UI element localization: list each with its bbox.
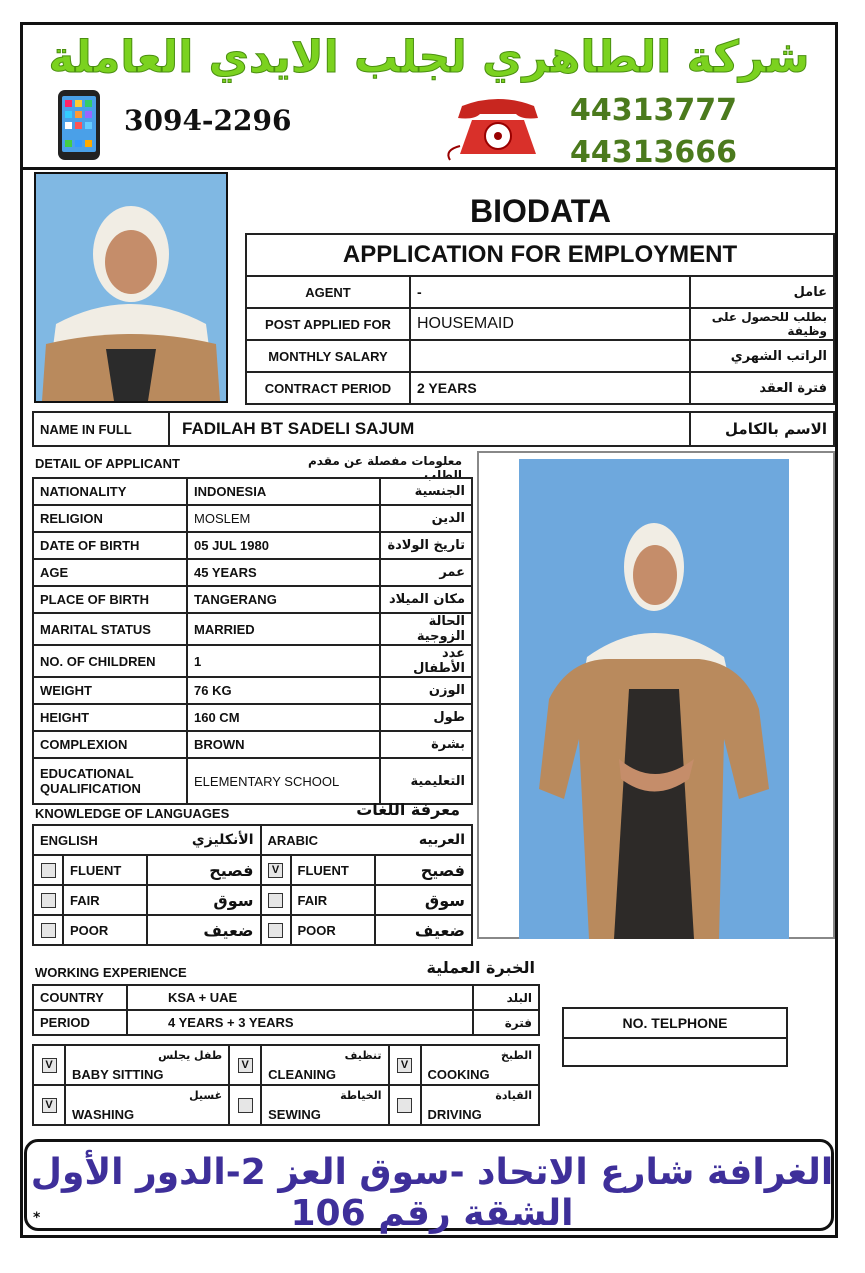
languages-heading-ar: معرفة اللغات xyxy=(356,800,460,819)
english-label-ar: الأنكليزي xyxy=(147,825,261,855)
skill-label-ar: طفل يجلس xyxy=(65,1045,229,1065)
experience-table xyxy=(32,984,540,1036)
level-label: POOR xyxy=(63,915,147,945)
table-row xyxy=(33,677,472,704)
table-row xyxy=(33,532,472,559)
row-label: COMPLEXION xyxy=(33,731,187,758)
skill-label: CLEANING xyxy=(261,1065,388,1085)
row-value: KSA + UAE xyxy=(127,985,473,1010)
skill-label: WASHING xyxy=(65,1105,229,1125)
row-label-ar: عدد الأطفال xyxy=(380,645,472,677)
row-label-ar: الراتب الشهري xyxy=(690,340,834,372)
level-label-ar: ضعيف xyxy=(375,915,473,945)
level-label-ar: سوق xyxy=(375,885,473,915)
detail-heading-ar: معلومات مفصلة عن مقدم الطلب xyxy=(307,454,462,482)
landline-numbers xyxy=(570,90,737,174)
landline-1: 44313777 xyxy=(570,93,737,128)
skill-label-ar: القيادة xyxy=(421,1085,539,1105)
row-value: BROWN xyxy=(187,731,380,758)
arabic-fluent-checkbox[interactable]: V xyxy=(268,863,283,878)
company-name: شركة الطاهري لجلب الايدي العاملة xyxy=(48,32,810,83)
skill-label: BABY SITTING xyxy=(65,1065,229,1085)
skill-label-ar: الخياطة xyxy=(261,1085,388,1105)
arabic-poor-checkbox[interactable] xyxy=(268,923,283,938)
row-label: WEIGHT xyxy=(33,677,187,704)
table-row xyxy=(33,731,472,758)
level-label: FAIR xyxy=(291,885,375,915)
row-label: MONTHLY SALARY xyxy=(246,340,410,372)
row-label-ar: طول xyxy=(380,704,472,731)
skill-label: DRIVING xyxy=(421,1105,539,1125)
row-label: PERIOD xyxy=(33,1010,127,1035)
row-label-ar: بطلب للحصول على وظيفة xyxy=(690,308,834,340)
table-row xyxy=(33,704,472,731)
detail-table xyxy=(32,477,473,805)
row-value: 4 YEARS + 3 YEARS xyxy=(127,1010,473,1035)
row-value: INDONESIA xyxy=(187,478,380,505)
table-row xyxy=(33,758,472,804)
telephone-table xyxy=(562,1007,788,1067)
row-value: ELEMENTARY SCHOOL xyxy=(187,758,380,804)
row-label-ar: التعليمية xyxy=(380,758,472,804)
row-label: AGE xyxy=(33,559,187,586)
telephone-label: NO. TELPHONE xyxy=(563,1008,787,1038)
experience-heading: WORKING EXPERIENCE xyxy=(35,965,187,980)
table-row xyxy=(246,372,834,404)
row-value: TANGERANG xyxy=(187,586,380,613)
row-label: CONTRACT PERIOD xyxy=(246,372,410,404)
sewing-checkbox[interactable] xyxy=(238,1098,253,1113)
english-poor-checkbox[interactable] xyxy=(41,923,56,938)
table-row xyxy=(33,915,472,945)
detail-heading: DETAIL OF APPLICANT xyxy=(35,456,180,471)
english-fluent-checkbox[interactable] xyxy=(41,863,56,878)
address: الغرافة شارع الاتحاد -سوق العز 2-الدور الأول الشقة رقم 106 xyxy=(30,1152,834,1234)
experience-heading-ar: الخبرة العملية xyxy=(426,958,535,977)
footer-star: * xyxy=(33,1210,41,1226)
row-label: EDUCATIONAL QUALIFICATION xyxy=(33,758,187,804)
row-value: 45 YEARS xyxy=(187,559,380,586)
skill-label-ar: غسيل xyxy=(65,1085,229,1105)
mobile-number: 3094-2296 xyxy=(124,104,292,137)
row-label-ar: البلد xyxy=(473,985,539,1010)
row-label-ar: الوزن xyxy=(380,677,472,704)
name-table xyxy=(32,411,835,447)
applicant-photo-large xyxy=(477,451,835,939)
row-value: MARRIED xyxy=(187,613,380,645)
document-title: BIODATA xyxy=(470,193,612,229)
row-value: 160 CM xyxy=(187,704,380,731)
telephone-icon xyxy=(442,96,554,162)
arabic-label-ar: العربيه xyxy=(375,825,473,855)
table-row xyxy=(33,645,472,677)
washing-checkbox[interactable]: V xyxy=(42,1098,57,1113)
row-label: NO. OF CHILDREN xyxy=(33,645,187,677)
driving-checkbox[interactable] xyxy=(397,1098,412,1113)
full-body-illustration xyxy=(519,459,789,939)
row-label: MARITAL STATUS xyxy=(33,613,187,645)
row-label: DATE OF BIRTH xyxy=(33,532,187,559)
row-value: HOUSEMAID xyxy=(410,308,690,340)
table-row xyxy=(246,308,834,340)
row-label-ar: عامل xyxy=(690,276,834,308)
level-label-ar: ضعيف xyxy=(147,915,261,945)
portrait-illustration xyxy=(36,174,226,401)
name-label-ar: الاسم بالكامل xyxy=(690,412,834,446)
row-label: COUNTRY xyxy=(33,985,127,1010)
arabic-fair-checkbox[interactable] xyxy=(268,893,283,908)
name-label: NAME IN FULL xyxy=(33,412,169,446)
row-label-ar: بشرة xyxy=(380,731,472,758)
row-label-ar: تاريخ الولادة xyxy=(380,532,472,559)
table-row xyxy=(246,340,834,372)
level-label: POOR xyxy=(291,915,375,945)
address-banner xyxy=(24,1139,834,1234)
row-label-ar: الحالة الزوجية xyxy=(380,613,472,645)
level-label-ar: فصيح xyxy=(375,855,473,885)
mobile-phone-icon xyxy=(56,88,102,162)
table-row xyxy=(33,478,472,505)
skill-label: COOKING xyxy=(421,1065,539,1085)
baby-sitting-checkbox[interactable]: V xyxy=(42,1058,57,1073)
level-label-ar: سوق xyxy=(147,885,261,915)
level-label: FAIR xyxy=(63,885,147,915)
languages-table xyxy=(32,824,473,946)
table-row xyxy=(246,276,834,308)
row-label-ar: فترة xyxy=(473,1010,539,1035)
table-row xyxy=(33,586,472,613)
arabic-label: ARABIC xyxy=(261,825,375,855)
row-label: NATIONALITY xyxy=(33,478,187,505)
english-fair-checkbox[interactable] xyxy=(41,893,56,908)
table-row xyxy=(33,613,472,645)
applicant-photo-small xyxy=(34,172,228,403)
level-label: FLUENT xyxy=(291,855,375,885)
application-table xyxy=(245,233,835,405)
skill-label-ar: تنظيف xyxy=(261,1045,388,1065)
letterhead xyxy=(22,24,836,170)
row-value: 1 xyxy=(187,645,380,677)
row-value: 05 JUL 1980 xyxy=(187,532,380,559)
row-value: MOSLEM xyxy=(187,505,380,532)
landline-2: 44313666 xyxy=(570,135,737,170)
row-value xyxy=(410,340,690,372)
skills-table xyxy=(32,1044,540,1126)
level-label-ar: فصيح xyxy=(147,855,261,885)
level-label: FLUENT xyxy=(63,855,147,885)
skill-label-ar: الطبخ xyxy=(421,1045,539,1065)
application-title: APPLICATION FOR EMPLOYMENT xyxy=(246,234,834,276)
row-label: AGENT xyxy=(246,276,410,308)
full-name: FADILAH BT SADELI SAJUM xyxy=(169,412,690,446)
row-label: PLACE OF BIRTH xyxy=(33,586,187,613)
row-value: 76 KG xyxy=(187,677,380,704)
table-row xyxy=(33,505,472,532)
skill-label: SEWING xyxy=(261,1105,388,1125)
cleaning-checkbox[interactable]: V xyxy=(238,1058,253,1073)
english-label: ENGLISH xyxy=(33,825,147,855)
row-value: 2 YEARS xyxy=(410,372,690,404)
table-row xyxy=(33,855,472,885)
languages-heading: KNOWLEDGE OF LANGUAGES xyxy=(35,806,230,821)
row-label: HEIGHT xyxy=(33,704,187,731)
table-row xyxy=(33,885,472,915)
row-label-ar: عمر xyxy=(380,559,472,586)
table-row xyxy=(33,1010,539,1035)
row-label-ar: فترة العقد xyxy=(690,372,834,404)
row-label: RELIGION xyxy=(33,505,187,532)
row-label-ar: الجنسية xyxy=(380,478,472,505)
table-row xyxy=(33,985,539,1010)
table-row xyxy=(33,559,472,586)
row-value: - xyxy=(410,276,690,308)
row-label-ar: مكان الميلاد xyxy=(380,586,472,613)
row-label: POST APPLIED FOR xyxy=(246,308,410,340)
row-label-ar: الدين xyxy=(380,505,472,532)
telephone-value xyxy=(563,1038,787,1066)
cooking-checkbox[interactable]: V xyxy=(397,1058,412,1073)
